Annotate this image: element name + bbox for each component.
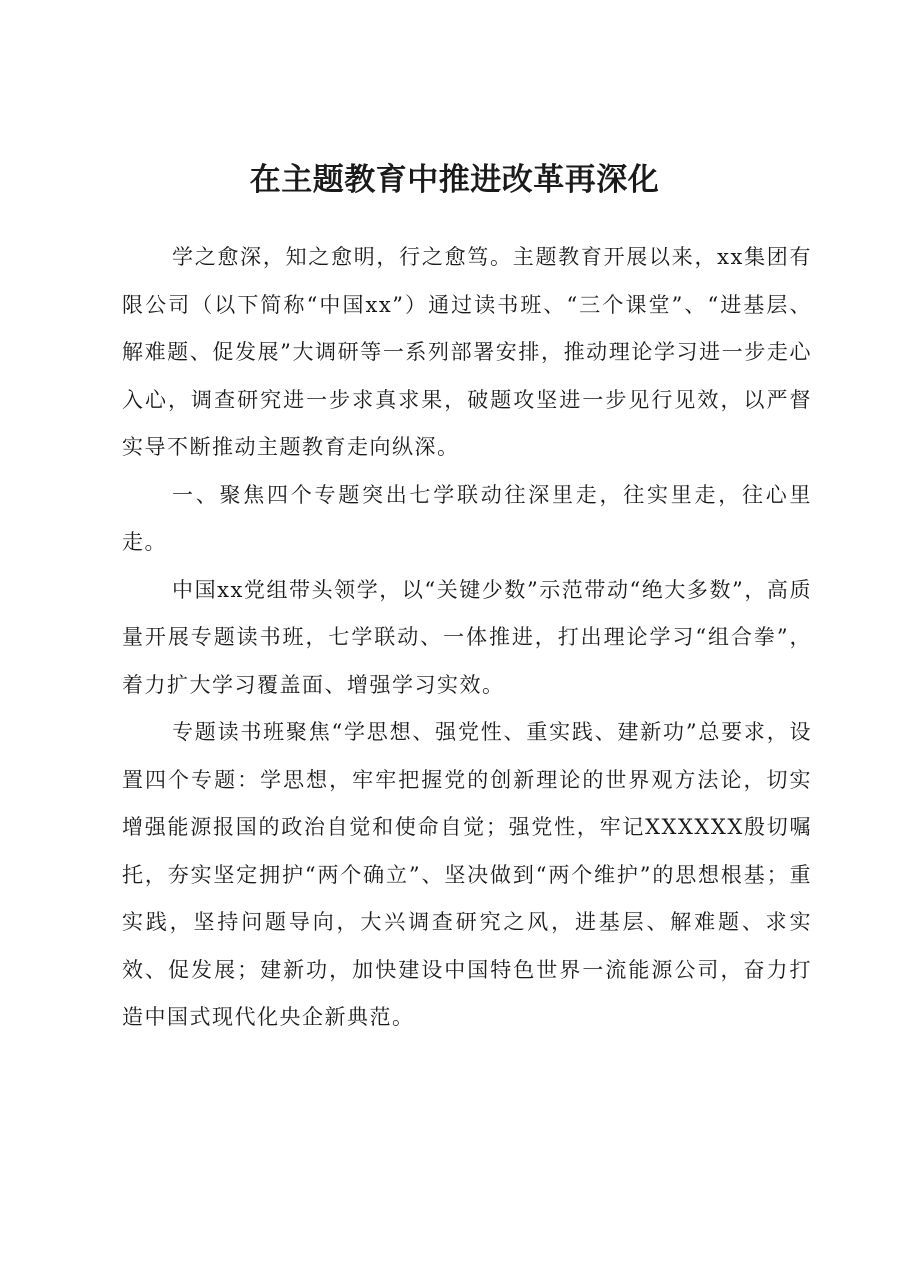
paragraph-study-class: 专题读书班聚焦“学思想、强党性、重实践、建新功”总要求，设置四个专题：学思想，牢牢把握党的创新理论的世界观方法论，切实增强能源报国的政治自觉和使命自觉；强党性，牢记XXXXXX殷切嘱托，夯实坚定拥护“两个确立”、坚决做到“两个维护”的思想根基；重实践，坚持问题导向，大兴调查研究之风，进基层、解难题、求实效、促发展；建新功，加快建设中国特色世界一流能源公司，奋力打造中国式现代化央企新典范。 [122, 720, 812, 1029]
document-body [122, 234, 812, 1042]
paragraph-intro: 学之愈深，知之愈明，行之愈笃。主题教育开展以来，xx集团有限公司（以下简称“中国xx”）通过读书班、“三个课堂”、“进基层、解难题、促发展”大调研等一系列部署安排，推动理论学习进一步走心入心，调查研究进一步求真求果，破题攻坚进一步见行见效，以严督实导不断推动主题教育走向纵深。 [122, 245, 812, 459]
document-title: 在主题教育中推进改革再深化 [249, 162, 660, 198]
paragraph-leadership: 中国xx党组带头领学，以“关键少数”示范带动“绝大多数”，高质量开展专题读书班，七学联动、一体推进，打出理论学习“组合拳”，着力扩大学习覆盖面、增强学习实效。 [122, 577, 812, 697]
section-heading-1: 一、聚焦四个专题突出七学联动往深里走，往实里走，往心里走。 [122, 482, 812, 554]
